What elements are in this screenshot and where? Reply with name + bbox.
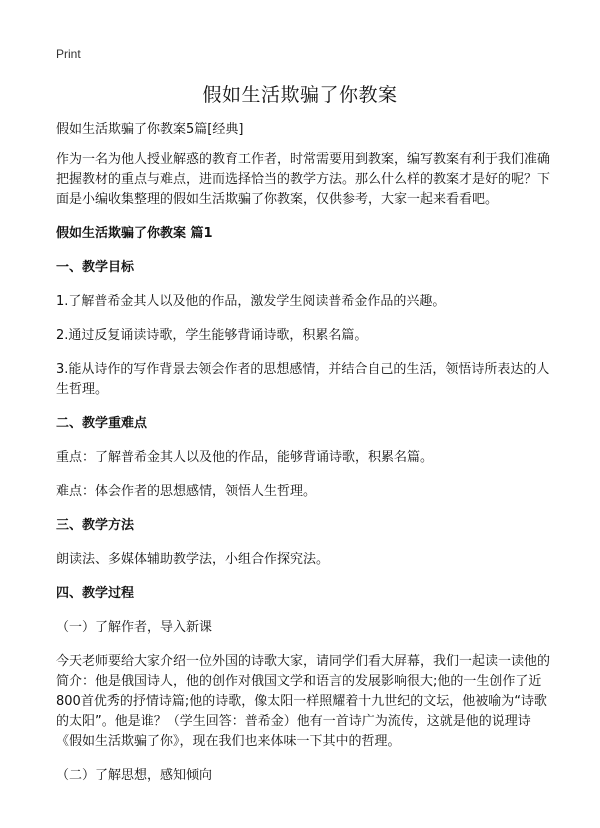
document-subtitle: 假如生活欺骗了你教案5篇[经典] <box>56 122 244 137</box>
page-title: 假如生活欺骗了你教案 <box>202 84 398 106</box>
document-body <box>56 120 554 800</box>
process-step-title: （二）了解思想，感知倾向 <box>56 768 213 783</box>
print-link[interactable]: Print <box>56 47 81 61</box>
key-points-heading: 二、教学重难点 <box>56 416 148 431</box>
process-heading: 四、教学过程 <box>56 586 135 601</box>
methods-heading: 三、教学方法 <box>56 518 135 533</box>
objective-item: 1.了解普希金其人以及他的作品，激发学生阅读普希金作品的兴趣。 <box>56 294 446 309</box>
section-title: 假如生活欺骗了你教案 篇1 <box>56 226 213 241</box>
key-point-item: 难点：体会作者的思想感情，领悟人生哲理。 <box>56 484 317 499</box>
intro-paragraph: 作为一名为他人授业解惑的教育工作者，时常需要用到教案，编写教案有利于我们准确把握教材的重点与难点，进而选择恰当的教学方法。那么什么样的教案才是好的呢？下面是小编收集整理的假如生活欺骗了你教案，仅供参考，大家一起来看看吧。 <box>56 152 551 207</box>
key-point-item: 重点：了解普希金其人以及他的作品，能够背诵诗歌，积累名篇。 <box>56 450 434 465</box>
objectives-heading: 一、教学目标 <box>56 260 135 275</box>
objective-item: 3.能从诗作的写作背景去领会作者的思想感情，并结合自己的生活，领悟诗所表达的人生哲理。 <box>56 362 550 397</box>
process-step-text: 今天老师要给大家介绍一位外国的诗歌大家，请同学们看大屏幕，我们一起读一读他的简介：他是俄国诗人，他的创作对俄国文学和语言的发展影响很大;他的一生创作了近800首优秀的抒情诗篇;他的诗歌，像太阳一样照耀着十九世纪的文坛，他被喻为“诗歌的太阳”。他是谁？（学生回答：普希金）他有一首诗广为流传，这就是他的说理诗《假如生活欺骗了你》，现在我们也来体味一下其中的哲理。 <box>56 654 551 749</box>
methods-text: 朗读法、多媒体辅助教学法，小组合作探究法。 <box>56 552 330 567</box>
objective-item: 2.通过反复诵读诗歌，学生能够背诵诗歌，积累名篇。 <box>56 328 368 343</box>
process-step-title: （一）了解作者，导入新课 <box>56 620 213 635</box>
